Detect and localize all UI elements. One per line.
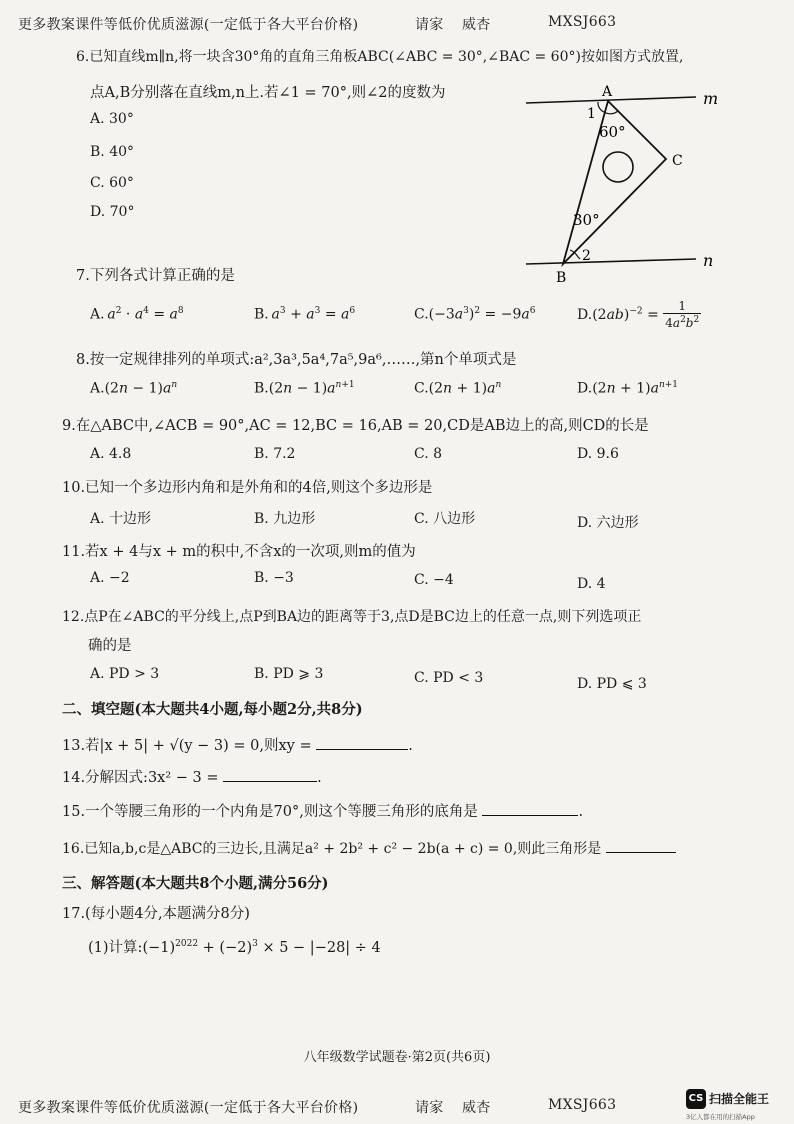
q8-option-a: $A.(2n - 1)a^n$ bbox=[90, 380, 178, 397]
q14-end: . bbox=[317, 770, 322, 786]
scanner-logo-tagline: 3亿人都在用的扫描App bbox=[686, 1113, 755, 1121]
q9-option-a: A. 4.8 bbox=[90, 446, 132, 462]
q12-stem-line2: 确的是 bbox=[88, 638, 132, 654]
section2-title: 二、填空题(本大题共4小题,每小题2分,共8分) bbox=[62, 701, 363, 718]
q12-stem-line1: 12.点P在∠ABC的平分线上,点P到BA边的距离等于3,点D是BC边上的任意一点,则下列选项正 bbox=[62, 609, 642, 625]
banner-text-bottom: 更多教案课件等低价优质滋源(一定低于各大平台价格) bbox=[18, 1100, 359, 1116]
q15 bbox=[62, 800, 583, 821]
banner-contact-name: 威杏 bbox=[462, 17, 491, 33]
q17-stem: 17.(每小题4分,本题满分8分) bbox=[62, 906, 250, 922]
q7-option-c: $C.(-3a^3)^2 = -9a^6$ bbox=[414, 306, 536, 323]
q17-part1-label: (1)计算: bbox=[88, 940, 143, 956]
angle-1-arc bbox=[598, 102, 604, 112]
q9-option-b: B. 7.2 bbox=[254, 446, 296, 462]
q9-option-d: D. 9.6 bbox=[577, 446, 619, 462]
triangle-hole bbox=[603, 152, 633, 182]
q8-option-c: $C.(2n + 1)a^n$ bbox=[414, 380, 502, 397]
q11-option-a: A. −2 bbox=[90, 570, 130, 586]
label-angle-60: 60° bbox=[599, 123, 626, 141]
q7-option-c-letter: C. bbox=[414, 306, 429, 323]
banner-contact-name-bottom: 威杏 bbox=[462, 1100, 491, 1116]
q13-stem: 13.若|x + 5| + √(y − 3) = 0,则xy = bbox=[62, 738, 312, 754]
q10-option-a: A. 十边形 bbox=[90, 511, 152, 527]
label-n: n bbox=[703, 251, 714, 270]
q15-answer-blank[interactable] bbox=[482, 801, 578, 816]
section3-title: 三、解答题(本大题共8个小题,满分56分) bbox=[62, 875, 329, 892]
scanner-logo bbox=[686, 1089, 794, 1124]
q11-option-c: C. −4 bbox=[414, 572, 454, 588]
q8-option-a-letter: A. bbox=[90, 380, 105, 397]
q9-stem: 9.在△ABC中,∠ACB = 90°,AC = 12,BC = 16,AB = 20,CD是AB边上的高,则CD的长是 bbox=[62, 418, 649, 434]
q13-end: . bbox=[408, 738, 413, 754]
cs-logo-icon: CS bbox=[686, 1089, 706, 1109]
q7-option-a-letter: A. bbox=[90, 306, 105, 323]
q12-option-c: C. PD < 3 bbox=[414, 670, 484, 686]
q10-option-b: B. 九边形 bbox=[254, 511, 316, 527]
banner-contact-label-bottom: 请家 bbox=[415, 1100, 444, 1116]
q7-stem: 7.下列各式计算正确的是 bbox=[76, 268, 235, 284]
q7-option-d: $D.(2ab)^{-2}$ = $\frac{1}{4a^2b^2}$ bbox=[577, 299, 700, 330]
label-angle-30: 30° bbox=[573, 211, 600, 229]
q6-figure bbox=[518, 80, 728, 290]
q14-answer-blank[interactable] bbox=[223, 767, 317, 782]
q6-option-a: A. 30° bbox=[90, 111, 134, 127]
q8-option-d-letter: D. bbox=[577, 380, 593, 397]
q17-part1: (1)计算$:(-1)^{2022} + (-2)^3 \times 5 - |-28| \div 4$ bbox=[88, 939, 381, 956]
q6-stem-line2: 点A,B分别落在直线m,n上.若∠1 = 70°,则∠2的度数为 bbox=[90, 85, 446, 101]
line-n bbox=[526, 259, 696, 264]
q7-option-a: A. $a^2 \cdot a^4 = a^8$ bbox=[90, 306, 184, 323]
label-c: C bbox=[672, 153, 683, 169]
banner-contact-label: 请家 bbox=[415, 17, 444, 33]
label-m: m bbox=[703, 89, 719, 108]
q10-option-d: D. 六边形 bbox=[577, 515, 639, 531]
q8-stem: 8.按一定规律排列的单项式:a²,3a³,5a⁴,7a⁵,9a⁶,……,第n个单项式是 bbox=[76, 352, 517, 368]
q14 bbox=[62, 766, 322, 787]
q10-stem: 10.已知一个多边形内角和是外角和的4倍,则这个多边形是 bbox=[62, 480, 433, 496]
angle-60-arc bbox=[604, 111, 618, 114]
scanner-logo-name: 扫描全能王 bbox=[709, 1092, 770, 1106]
label-angle-1: 1 bbox=[587, 106, 596, 122]
q12-option-b: B. PD ⩾ 3 bbox=[254, 666, 324, 682]
q12-option-a: A. PD > 3 bbox=[90, 666, 160, 682]
q11-stem: 11.若x + 4与x + m的积中,不含x的一次项,则m的值为 bbox=[62, 544, 416, 560]
q16-answer-blank[interactable] bbox=[606, 838, 676, 853]
q6-option-b: B. 40° bbox=[90, 144, 135, 160]
q7-option-b-letter: B. bbox=[254, 306, 269, 323]
q7-option-d-letter: D. bbox=[577, 307, 593, 323]
q7-option-b: B. $a^3 + a^3 = a^6$ bbox=[254, 306, 356, 323]
q13-answer-blank[interactable] bbox=[316, 735, 408, 750]
q10-option-c: C. 八边形 bbox=[414, 511, 476, 527]
angle-2-arc bbox=[578, 257, 580, 259]
banner-text: 更多教案课件等低价优质滋源(一定低于各大平台价格) bbox=[18, 17, 359, 33]
q8-option-c-letter: C. bbox=[414, 380, 429, 397]
label-b: B bbox=[556, 270, 567, 286]
q13 bbox=[62, 734, 413, 755]
label-angle-2: 2 bbox=[582, 248, 591, 264]
banner-code-bottom: MXSJ663 bbox=[548, 1097, 617, 1113]
q8-option-b-letter: B. bbox=[254, 380, 269, 397]
banner-code: MXSJ663 bbox=[548, 14, 617, 30]
q6-stem-line1: 6.已知直线m∥n,将一块含30°角的直角三角板ABC(∠ABC = 30°,∠BAC = 60°)按如图方式放置, bbox=[76, 49, 684, 65]
q8-option-d: $D.(2n + 1)a^{n+1}$ bbox=[577, 380, 679, 397]
q15-stem: 15.一个等腰三角形的一个内角是70°,则这个等腰三角形的底角是 bbox=[62, 804, 478, 820]
q6-option-c: C. 60° bbox=[90, 175, 134, 191]
q16-stem: 16.已知a,b,c是△ABC的三边长,且满足a² + 2b² + c² − 2b(a + c) = 0,则此三角形是 bbox=[62, 841, 602, 857]
q16 bbox=[62, 838, 676, 858]
q15-end: . bbox=[578, 804, 584, 820]
q14-stem: 14.分解因式:3x² − 3 = bbox=[62, 770, 219, 786]
q12-option-d: D. PD ⩽ 3 bbox=[577, 676, 647, 692]
q11-option-b: B. −3 bbox=[254, 570, 294, 586]
label-a: A bbox=[602, 84, 613, 100]
page-footer: 八年级数学试题卷·第2页(共6页) bbox=[303, 1050, 491, 1065]
q9-option-c: C. 8 bbox=[414, 446, 443, 462]
q11-option-d: D. 4 bbox=[577, 576, 606, 592]
q6-option-d: D. 70° bbox=[90, 204, 135, 220]
q8-option-b: $B.(2n - 1)a^{n+1}$ bbox=[254, 380, 355, 397]
